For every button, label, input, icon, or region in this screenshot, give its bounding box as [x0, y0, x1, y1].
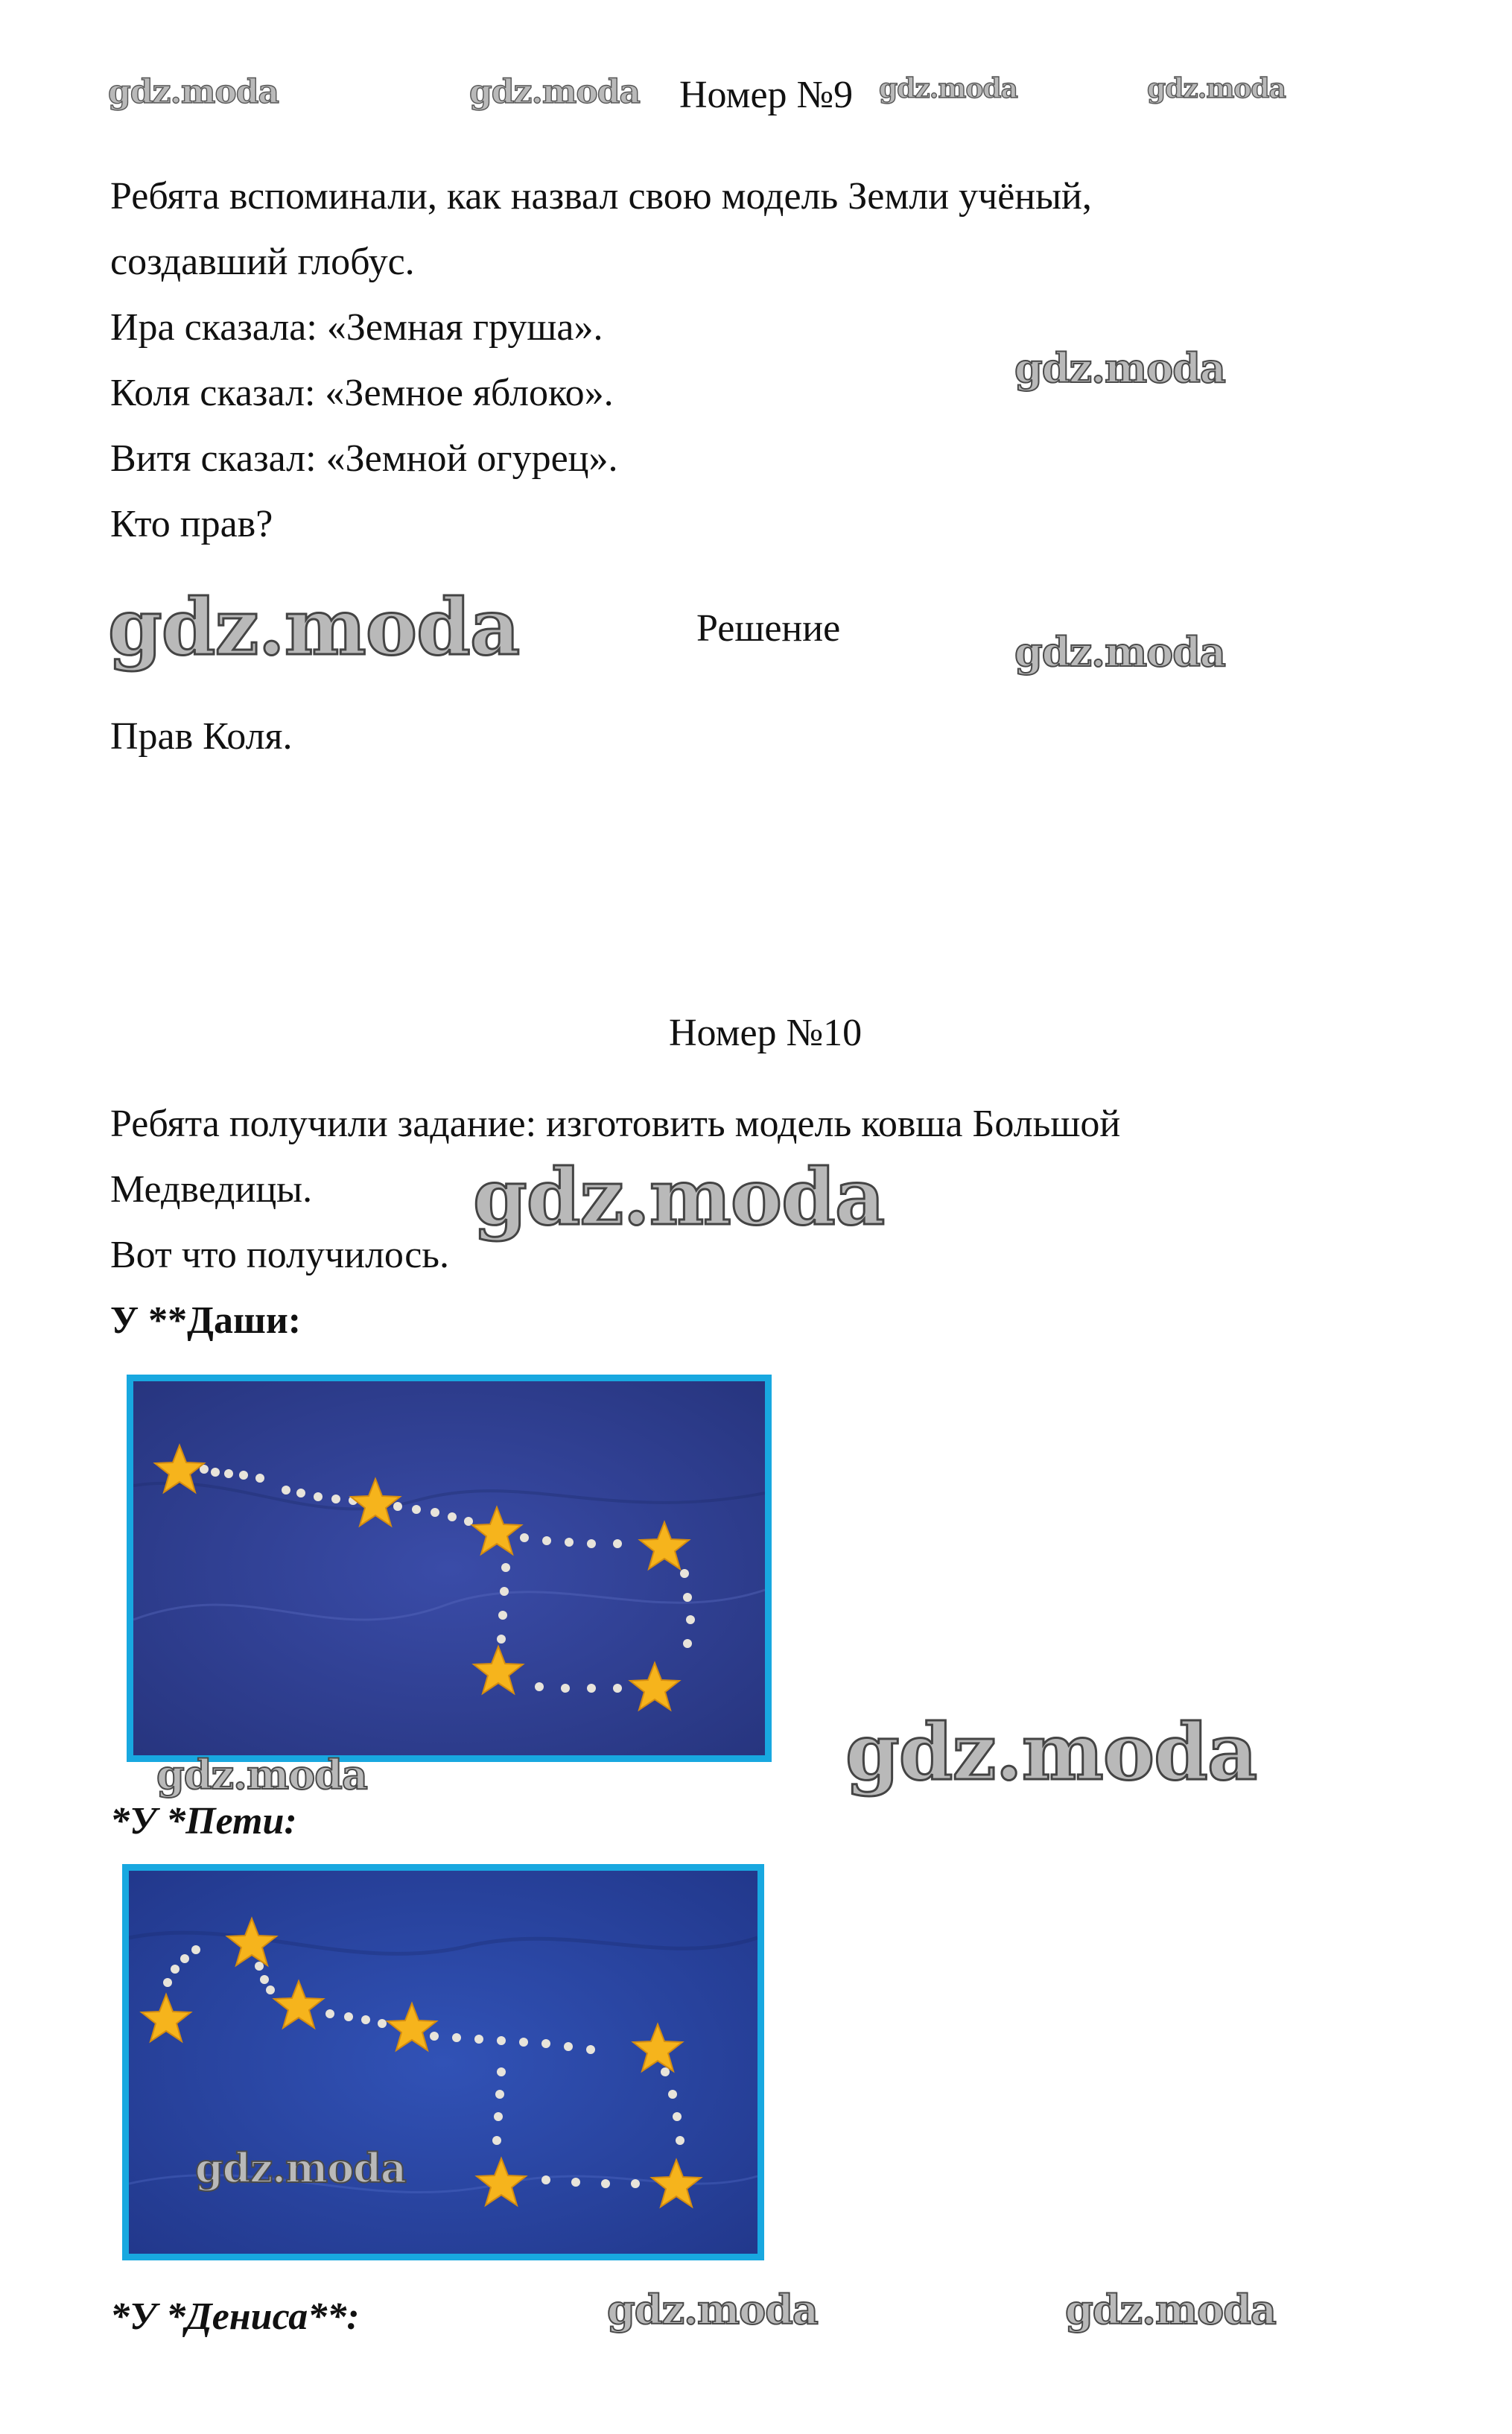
- watermark: gdz.moda: [845, 1706, 1257, 1798]
- watermark: gdz.moda: [108, 581, 520, 673]
- watermark: gdz.moda: [195, 2144, 406, 2192]
- task9-line: Витя сказал: «Земной огурец».: [110, 437, 618, 480]
- task9-line: Ребята вспоминали, как назвал свою модель Земли учёный,: [110, 175, 1092, 218]
- dasha-label: У **Даши:: [110, 1299, 302, 1342]
- watermark: gdz.moda: [469, 73, 641, 111]
- dasha-model-image: [127, 1375, 772, 1762]
- watermark: gdz.moda: [1014, 344, 1225, 392]
- task9-line: создавший глобус.: [110, 241, 415, 283]
- task10-line: Ребята получили задание: изготовить модель ковша Большой: [110, 1103, 1121, 1145]
- petya-label: *У *Пети:: [110, 1800, 297, 1842]
- solution-label: Решение: [696, 607, 841, 650]
- task10-line: Медведицы.: [110, 1168, 313, 1211]
- task9-line: Ира сказала: «Земная груша».: [110, 306, 603, 349]
- task9-line: Коля сказал: «Земное яблоко».: [110, 372, 614, 414]
- watermark: gdz.moda: [156, 1751, 367, 1798]
- watermark: gdz.moda: [607, 2286, 818, 2333]
- task9-title: Номер №9: [679, 74, 854, 116]
- denis-label: *У *Дениса**:: [110, 2295, 360, 2338]
- task10-title: Номер №10: [669, 1012, 863, 1054]
- watermark: gdz.moda: [1147, 73, 1286, 104]
- watermark: gdz.moda: [1014, 628, 1225, 676]
- task10-line: Вот что получилось.: [110, 1234, 450, 1276]
- watermark: gdz.moda: [1065, 2286, 1276, 2333]
- task9-line: Кто прав?: [110, 503, 273, 545]
- watermark: gdz.moda: [108, 73, 279, 111]
- big-dipper-petya: [129, 1871, 757, 2254]
- task9-answer: Прав Коля.: [110, 715, 293, 758]
- petya-model-image: [122, 1864, 764, 2260]
- big-dipper-dasha: [133, 1381, 765, 1755]
- watermark: gdz.moda: [879, 73, 1017, 104]
- watermark: gdz.moda: [473, 1151, 885, 1243]
